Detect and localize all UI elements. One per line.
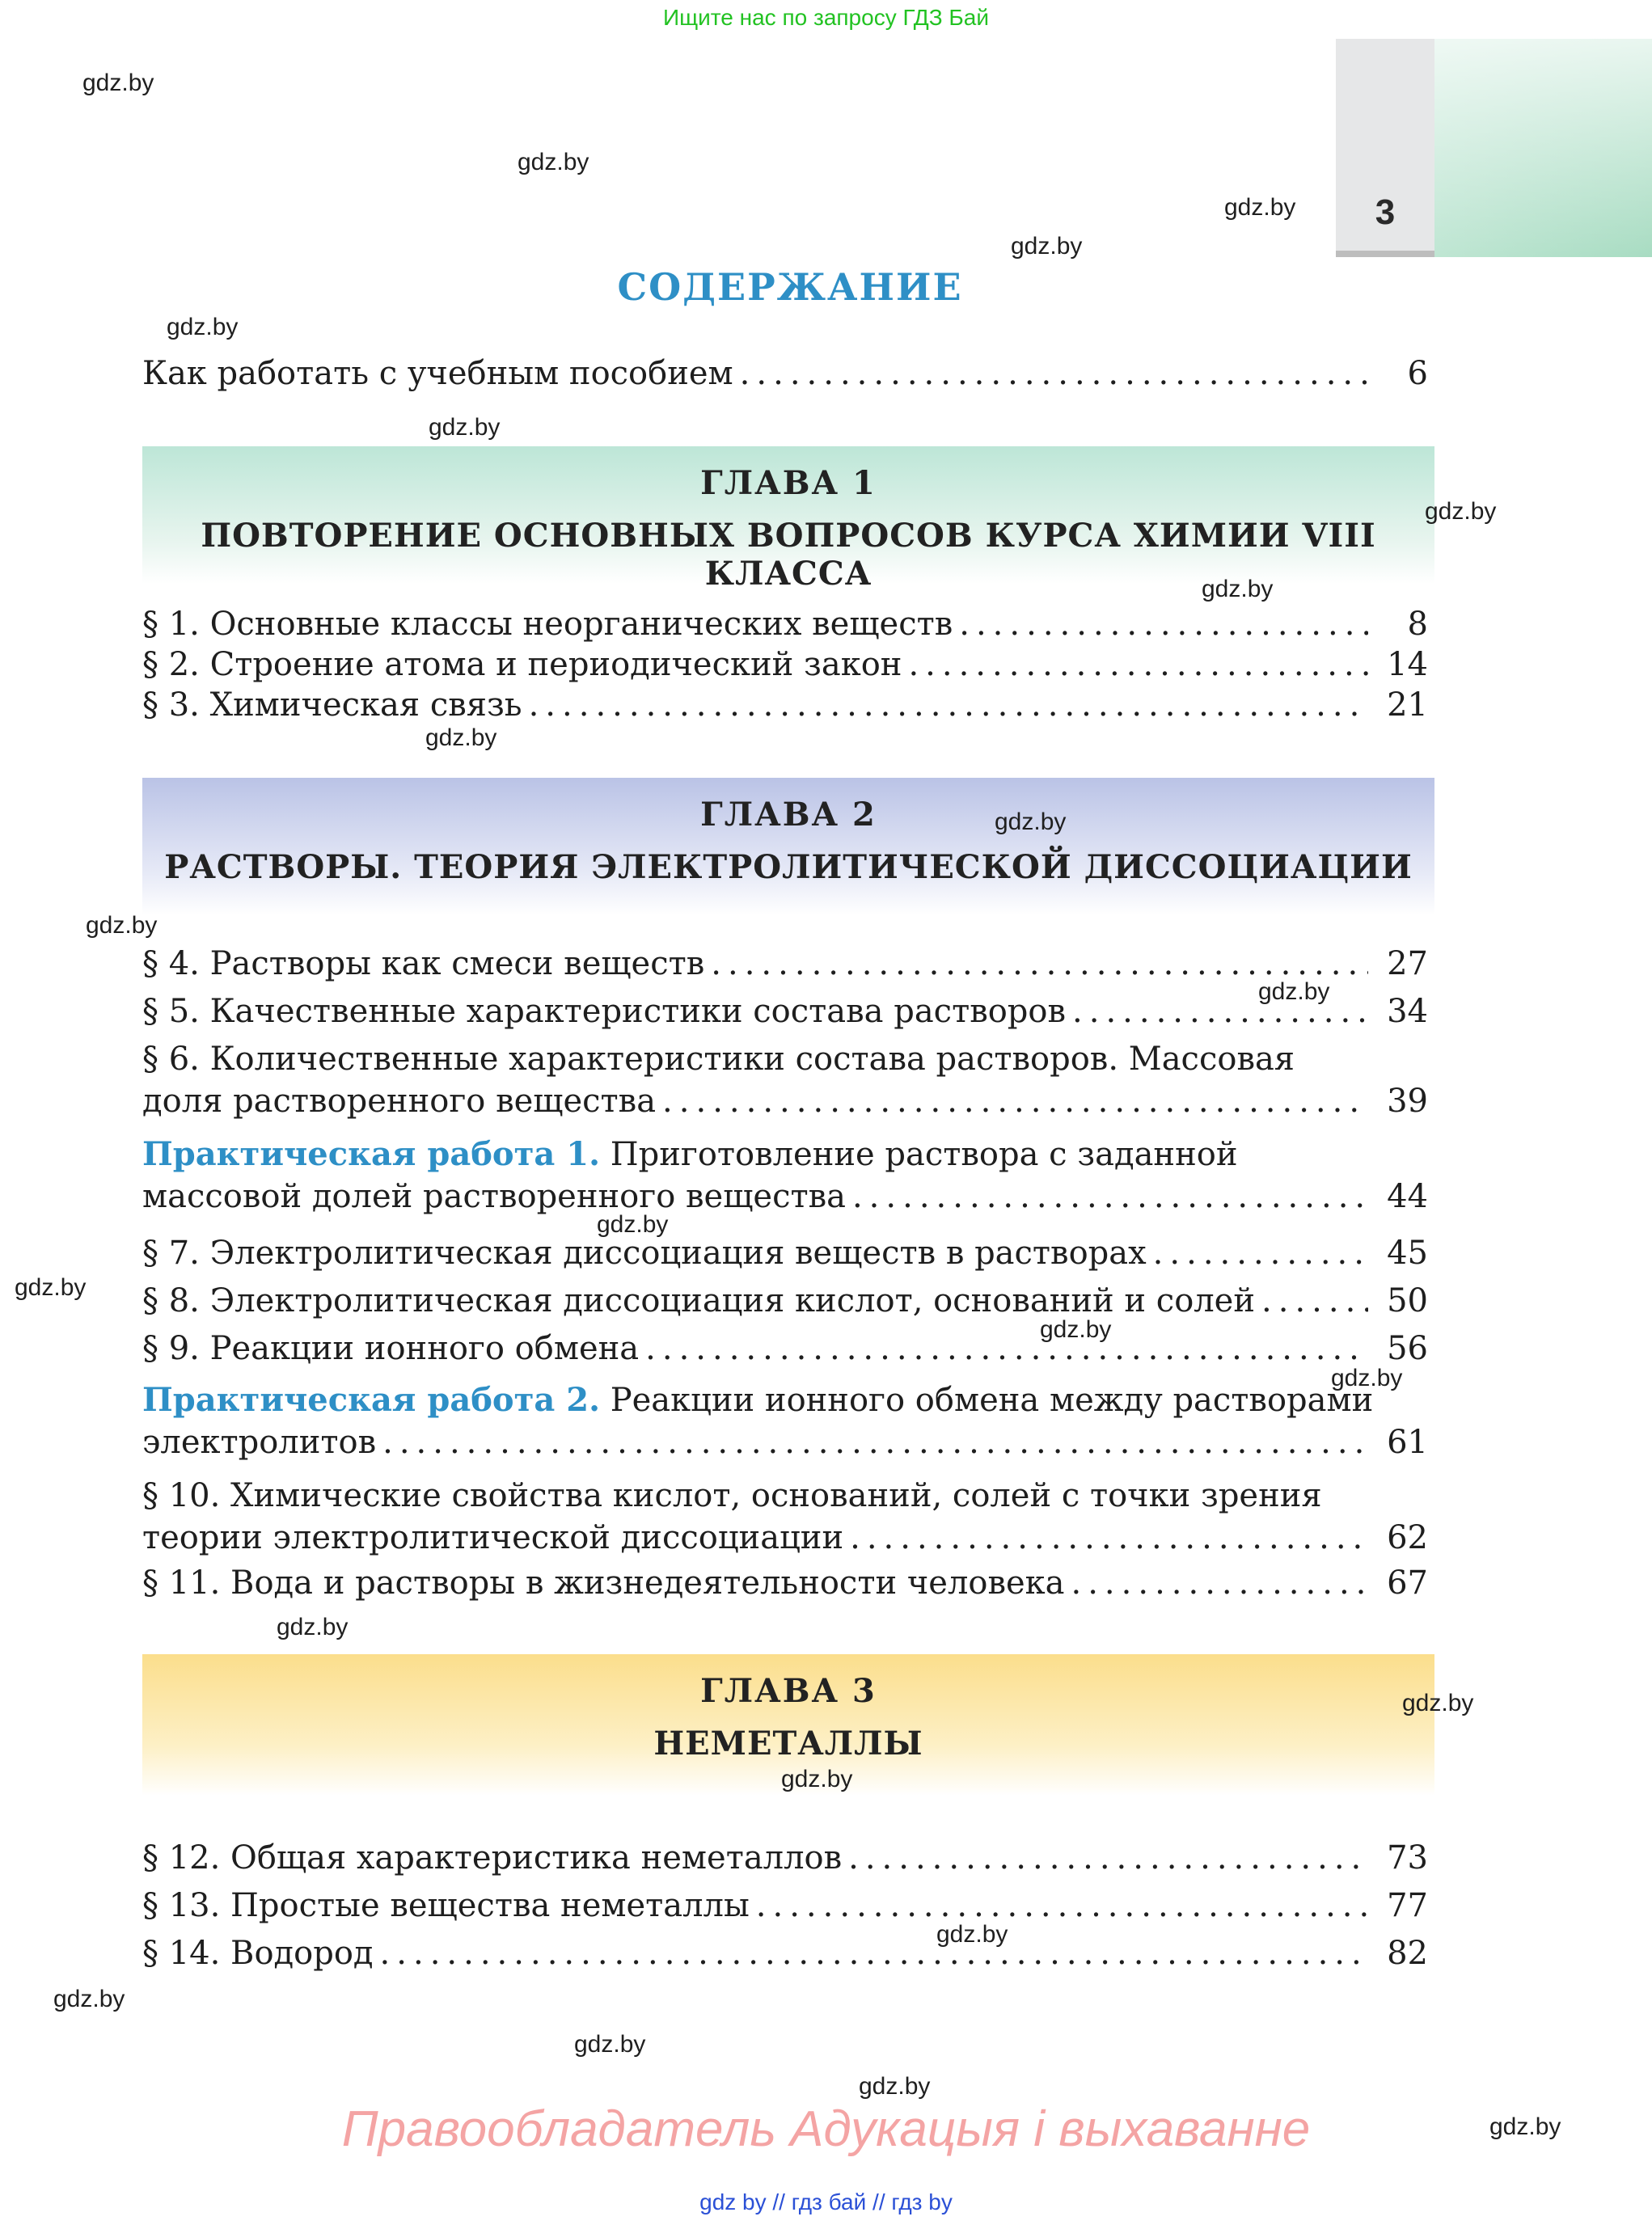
entry-page: 14	[1387, 646, 1428, 683]
entry-text: § 2. Строение атома и периодический закон	[142, 646, 902, 683]
entry-text: § 13. Простые вещества неметаллы	[142, 1887, 750, 1924]
dot-leader	[848, 1837, 1368, 1879]
chapter-label: ГЛАВА 2	[700, 796, 877, 834]
entry-page: 8	[1407, 606, 1428, 643]
entry-text: § 4. Растворы как смеси веществ	[142, 945, 705, 982]
dot-leader	[380, 1932, 1368, 1974]
entry-page: 62	[1387, 1519, 1428, 1556]
entry-page: 44	[1387, 1178, 1428, 1215]
watermark: gdz.by	[781, 1766, 853, 1792]
entry-page: 34	[1387, 993, 1428, 1030]
page-number: 3	[1375, 192, 1396, 232]
entry-text: § 1. Основные классы неорганических веществ	[142, 606, 953, 643]
entry-text-line1: Реакции ионного обмена между растворами	[600, 1382, 1374, 1419]
toc-entry[interactable]	[142, 943, 1428, 985]
watermark: gdz.by	[1202, 576, 1274, 602]
toc-entry[interactable]	[142, 1562, 1428, 1604]
toc-entry[interactable]	[142, 644, 1428, 686]
toc-entry[interactable]	[142, 684, 1428, 726]
watermark: gdz.by	[1402, 1690, 1474, 1716]
dot-leader	[662, 1080, 1368, 1122]
entry-text: § 11. Вода и растворы в жизнедеятельности человека	[142, 1564, 1065, 1602]
watermark: gdz.by	[995, 809, 1067, 835]
chapter-label: ГЛАВА 3	[700, 1672, 877, 1710]
dot-leader	[382, 1421, 1368, 1463]
chapter-label: ГЛАВА 1	[700, 464, 877, 502]
watermark: gdz.by	[859, 2073, 931, 2100]
entry-text: § 5. Качественные характеристики состава растворов	[142, 993, 1067, 1030]
entry-page: 50	[1387, 1282, 1428, 1319]
entry-text: § 3. Химическая связь	[142, 686, 522, 724]
entry-text-line1: § 6. Количественные характеристики состава растворов. Массовая	[142, 1041, 1295, 1078]
toc-entry-intro[interactable]	[142, 353, 1428, 395]
chapter-title: ПОВТОРЕНИЕ ОСНОВНЫХ ВОПРОСОВ КУРСА ХИМИИ VIII КЛАССА	[201, 517, 1376, 593]
practical-work-label: Практическая работа 1.	[142, 1135, 600, 1173]
dot-leader	[850, 1517, 1368, 1559]
entry-text-line2: теории электролитической диссоциации	[142, 1519, 844, 1556]
watermark: gdz.by	[53, 1986, 125, 2012]
watermark: gdz.by	[1040, 1316, 1112, 1343]
entry-text: § 8. Электролитическая диссоциация кислот, оснований и солей	[142, 1282, 1256, 1319]
entry-page: 77	[1387, 1887, 1428, 1924]
watermark: gdz.by	[518, 149, 589, 175]
dot-leader	[908, 644, 1368, 686]
watermark: gdz.by	[1425, 498, 1497, 525]
toc-entry[interactable]	[142, 1232, 1428, 1274]
rights-holder-stamp: Правообладатель Адукацыя і выхаванне	[341, 2101, 1311, 2157]
practical-work-label: Практическая работа 2.	[142, 1381, 600, 1419]
watermark: gdz.by	[167, 314, 239, 340]
entry-page: 73	[1387, 1839, 1428, 1877]
entry-text: § 7. Электролитическая диссоциация веществ в растворах	[142, 1235, 1147, 1272]
dot-leader	[740, 353, 1368, 395]
chapter-title: НЕМЕТАЛЛЫ	[653, 1725, 923, 1763]
chapter-title: РАСТВОРЫ. ТЕОРИЯ ЭЛЕКТРОЛИТИЧЕСКОЙ ДИССОЦИАЦИИ	[164, 848, 1413, 886]
dot-leader	[1071, 1562, 1369, 1604]
watermark: gdz.by	[82, 70, 154, 96]
entry-text: § 14. Водород	[142, 1935, 374, 1972]
watermark: gdz.by	[574, 2031, 646, 2058]
toc-entry[interactable]	[142, 990, 1428, 1032]
watermark: gdz.by	[1489, 2113, 1561, 2140]
entry-page: 82	[1387, 1935, 1428, 1972]
entry-page: 39	[1387, 1083, 1428, 1120]
entry-text: Как работать с учебным пособием	[142, 355, 733, 392]
watermark: gdz.by	[1258, 978, 1330, 1005]
footer-links[interactable]: gdz by // гдз бай // гдз by	[699, 2189, 953, 2214]
watermark: gdz.by	[15, 1274, 87, 1301]
chapter-2-header	[142, 778, 1434, 915]
toc-entry-practical[interactable]	[142, 1379, 1428, 1463]
watermark: gdz.by	[86, 912, 158, 939]
entry-page: 56	[1387, 1330, 1428, 1367]
entry-text-line1: Приготовление раствора с заданной	[600, 1136, 1238, 1173]
toc-entry[interactable]	[142, 1837, 1428, 1879]
entry-page: 61	[1387, 1424, 1428, 1461]
toc-entry[interactable]	[142, 1280, 1428, 1322]
top-banner: Ищите нас по запросу ГДЗ Бай	[662, 5, 990, 30]
watermark: gdz.by	[425, 724, 497, 751]
dot-leader	[1153, 1232, 1368, 1274]
toc-entry[interactable]	[142, 1328, 1428, 1370]
entry-text: § 12. Общая характеристика неметаллов	[142, 1839, 843, 1877]
watermark: gdz.by	[1011, 233, 1083, 260]
entry-text-line2: электролитов	[142, 1424, 377, 1461]
entry-page: 6	[1407, 355, 1428, 392]
watermark: gdz.by	[936, 1921, 1008, 1948]
entry-page: 21	[1387, 686, 1428, 724]
dot-leader	[852, 1176, 1368, 1218]
dot-leader	[645, 1328, 1368, 1370]
entry-text: § 9. Реакции ионного обмена	[142, 1330, 640, 1367]
toc-entry[interactable]	[142, 1885, 1428, 1927]
dot-leader	[529, 684, 1368, 726]
watermark: gdz.by	[1224, 194, 1296, 221]
watermark: gdz.by	[1331, 1365, 1403, 1391]
entry-page: 67	[1387, 1564, 1428, 1602]
dot-leader	[756, 1885, 1368, 1927]
toc-title: СОДЕРЖАНИЕ	[617, 265, 963, 309]
entry-text-line2: массовой долей растворенного вещества	[142, 1178, 846, 1215]
entry-page: 27	[1387, 945, 1428, 982]
entry-page: 45	[1387, 1235, 1428, 1272]
dot-leader	[1261, 1280, 1368, 1322]
toc-entry-multiline[interactable]	[142, 1475, 1428, 1559]
entry-text-line2: доля растворенного вещества	[142, 1083, 657, 1120]
toc-entry[interactable]	[142, 1932, 1428, 1974]
toc-entry[interactable]	[142, 603, 1428, 645]
entry-text-line1: § 10. Химические свойства кислот, оснований, солей с точки зрения	[142, 1477, 1322, 1514]
toc-entry-practical[interactable]	[142, 1134, 1428, 1218]
toc-entry-multiline[interactable]	[142, 1038, 1428, 1122]
watermark: gdz.by	[597, 1211, 669, 1238]
corner-gradient-fade	[1434, 39, 1652, 257]
dot-leader	[959, 603, 1368, 645]
watermark: gdz.by	[429, 414, 501, 441]
watermark: gdz.by	[277, 1614, 349, 1640]
